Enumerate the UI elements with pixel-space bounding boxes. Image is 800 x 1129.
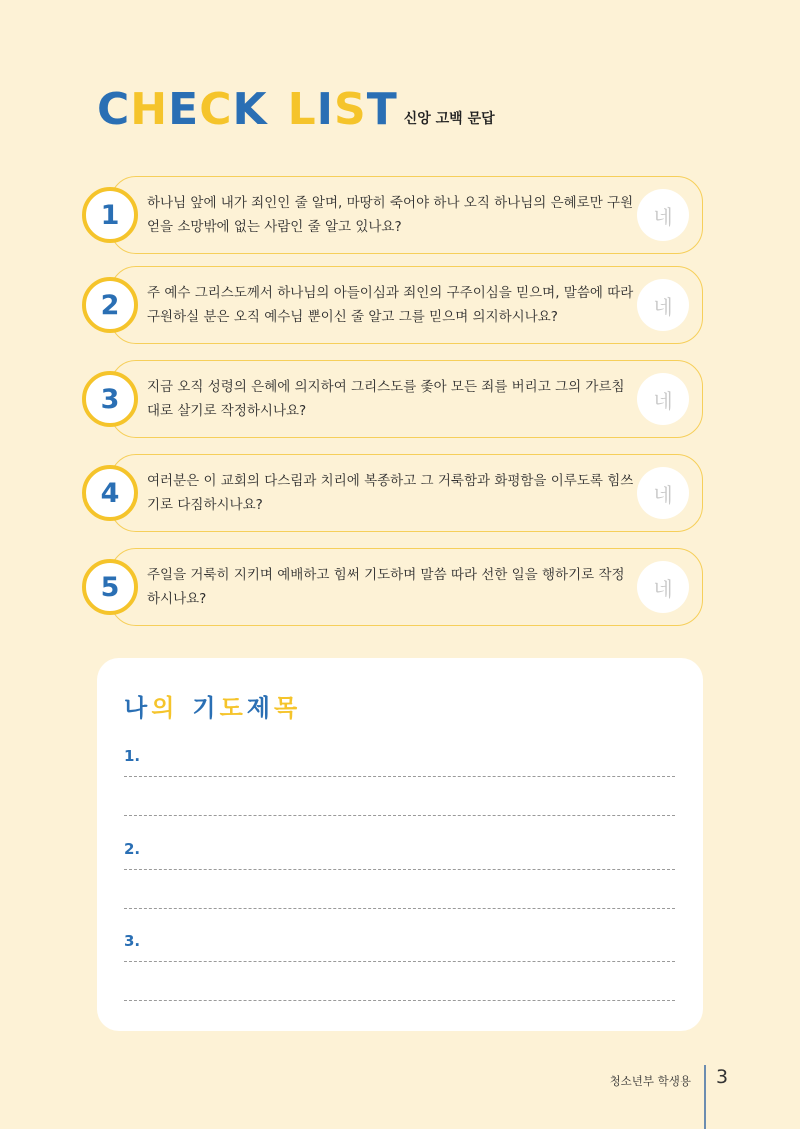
prayer-title-char: 제 [246, 694, 274, 722]
title-letter: L [287, 84, 317, 135]
answer-yes-button[interactable]: 네 [637, 561, 689, 613]
question-text: 지금 오직 성령의 은혜에 의지하여 그리스도를 좇아 모든 죄를 버리고 그의 가르침대로 살기로 작정하시나요? [147, 379, 625, 419]
title-letter: C [97, 84, 131, 135]
prayer-title-char: 목 [273, 694, 302, 722]
item-number-badge: 2 [82, 277, 138, 333]
item-number-badge: 1 [82, 187, 138, 243]
title-letter: S [334, 84, 367, 135]
title-letter: K [232, 84, 268, 135]
title-letter: I [316, 84, 335, 135]
question-text: 여러분은 이 교회의 다스림과 치리에 복종하고 그 거룩함과 화평함을 이루도록 힘쓰기로 다짐하시나요? [147, 473, 634, 513]
checklist-item [100, 266, 703, 344]
prayer-title-char: 나 [124, 694, 152, 722]
prayer-writing-line[interactable] [124, 776, 675, 777]
question-text: 주일을 거룩히 지키며 예배하고 힘써 기도하며 말씀 따라 선한 일을 행하기로 작정하시나요? [147, 567, 625, 607]
item-number-badge: 5 [82, 559, 138, 615]
prayer-title-char: 기 [192, 694, 220, 722]
checklist-item [100, 454, 703, 532]
prayer-writing-line[interactable] [124, 961, 675, 962]
title-letter: T [366, 84, 398, 135]
prayer-title [124, 688, 301, 723]
checklist-title [97, 84, 398, 135]
page-header [97, 84, 495, 135]
item-number-badge: 4 [82, 465, 138, 521]
title-letter: C [199, 84, 233, 135]
checklist-item [100, 360, 703, 438]
title-letter: E [168, 84, 200, 135]
prayer-item-number: 2. [124, 840, 141, 858]
prayer-writing-line[interactable] [124, 815, 675, 816]
prayer-card [97, 658, 703, 1031]
answer-yes-button[interactable]: 네 [637, 279, 689, 331]
checklist-item [100, 176, 703, 254]
prayer-item-number: 3. [124, 932, 141, 950]
checklist-subtitle: 신앙 고백 문답 [403, 111, 495, 127]
question-text: 하나님 앞에 내가 죄인인 줄 알며, 마땅히 죽어야 하나 오직 하나님의 은혜로만 구원 얻을 소망밖에 없는 사람인 줄 알고 있나요? [147, 195, 634, 235]
checklist-item [100, 548, 703, 626]
page-number: 3 [716, 1066, 729, 1088]
footer-label: 청소년부 학생용 [609, 1074, 691, 1088]
answer-yes-button[interactable]: 네 [637, 189, 689, 241]
prayer-writing-line[interactable] [124, 869, 675, 870]
prayer-title-char: 의 [151, 694, 179, 722]
question-text: 주 예수 그리스도께서 하나님의 아들이심과 죄인의 구주이심을 믿으며, 말씀에 따라 구원하실 분은 오직 예수님 뿐이신 줄 알고 그를 믿으며 의지하시나요? [147, 285, 634, 325]
footer-divider [704, 1065, 706, 1129]
prayer-writing-line[interactable] [124, 1000, 675, 1001]
prayer-item-number: 1. [124, 747, 141, 765]
title-letter: H [130, 84, 169, 135]
answer-yes-button[interactable]: 네 [637, 467, 689, 519]
answer-yes-button[interactable]: 네 [637, 373, 689, 425]
prayer-title-char: 도 [219, 694, 247, 722]
item-number-badge: 3 [82, 371, 138, 427]
prayer-writing-line[interactable] [124, 908, 675, 909]
